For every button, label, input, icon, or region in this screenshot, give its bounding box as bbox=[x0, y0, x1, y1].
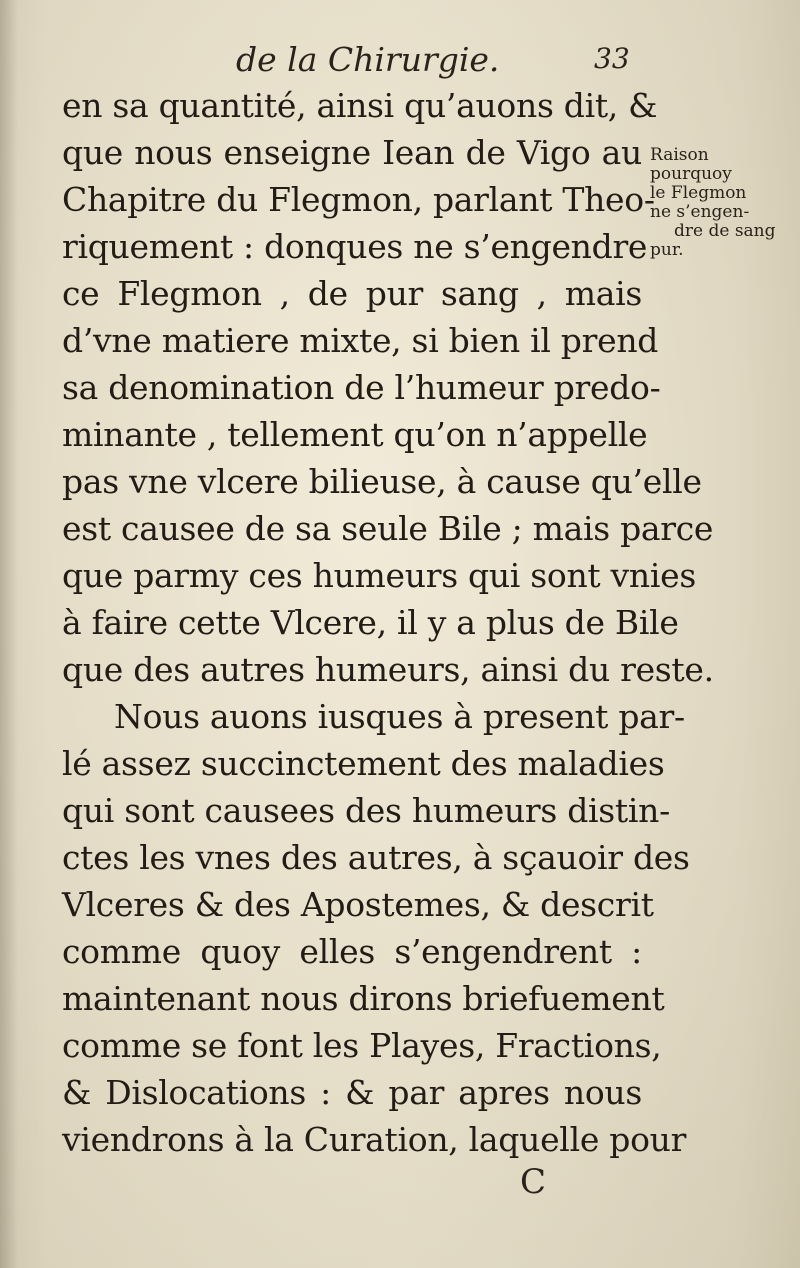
paragraph-start-line: Nous auons iusques à present par- bbox=[114, 697, 685, 736]
text-line: d’vne matiere mixte, si bien il prend bbox=[62, 321, 659, 360]
margin-note-line: dre de sang bbox=[674, 221, 776, 241]
page-number: 33 bbox=[594, 42, 630, 75]
margin-note-line: pur. bbox=[650, 240, 684, 260]
margin-note-line: ne s’engen- bbox=[650, 202, 750, 222]
text-line: maintenant nous dirons briefuement bbox=[62, 979, 665, 1018]
text-line: riquement : donques ne s’engendre bbox=[62, 227, 648, 266]
text-line: est causee de sa seule Bile ; mais parce bbox=[62, 509, 714, 548]
text-line: que des autres humeurs, ainsi du reste. bbox=[62, 650, 714, 689]
margin-note bbox=[650, 146, 790, 260]
text-line: que parmy ces humeurs qui sont vnies bbox=[62, 556, 696, 595]
text-line: ce Flegmon , de pur sang , mais bbox=[62, 274, 642, 313]
text-line: & Dislocations : & par apres nous bbox=[62, 1073, 642, 1112]
text-line: comme quoy elles s’engendrent : bbox=[62, 932, 642, 971]
text-line: Vlceres & des Apostemes, & descrit bbox=[62, 885, 654, 924]
page-edge-shadow bbox=[0, 0, 18, 1268]
gathering-signature: C bbox=[520, 1162, 547, 1202]
text-line: sa denomination de l’humeur predo- bbox=[62, 368, 661, 407]
text-line: pas vne vlcere bilieuse, à cause qu’elle bbox=[62, 462, 702, 501]
margin-note-line: Raison bbox=[650, 145, 709, 165]
text-line: viendrons à la Curation, laquelle pour bbox=[62, 1120, 687, 1159]
running-title: de la Chirurgie. bbox=[236, 40, 500, 79]
margin-note-line: pourquoy bbox=[650, 164, 732, 184]
margin-note-line: le Flegmon bbox=[650, 183, 747, 203]
text-line: que nous enseigne Iean de Vigo au bbox=[62, 133, 642, 172]
text-line: ctes les vnes des autres, à sçauoir des bbox=[62, 838, 690, 877]
text-line: minante , tellement qu’on n’appelle bbox=[62, 415, 648, 454]
text-line: lé assez succinctement des maladies bbox=[62, 744, 665, 783]
text-line: en sa quantité, ainsi qu’auons dit, & bbox=[62, 86, 658, 125]
text-line: à faire cette Vlcere, il y a plus de Bile bbox=[62, 603, 679, 642]
text-line: comme se font les Playes, Fractions, bbox=[62, 1026, 662, 1065]
text-line: Chapitre du Flegmon, parlant Theo- bbox=[62, 180, 655, 219]
text-line: qui sont causees des humeurs distin- bbox=[62, 791, 670, 830]
